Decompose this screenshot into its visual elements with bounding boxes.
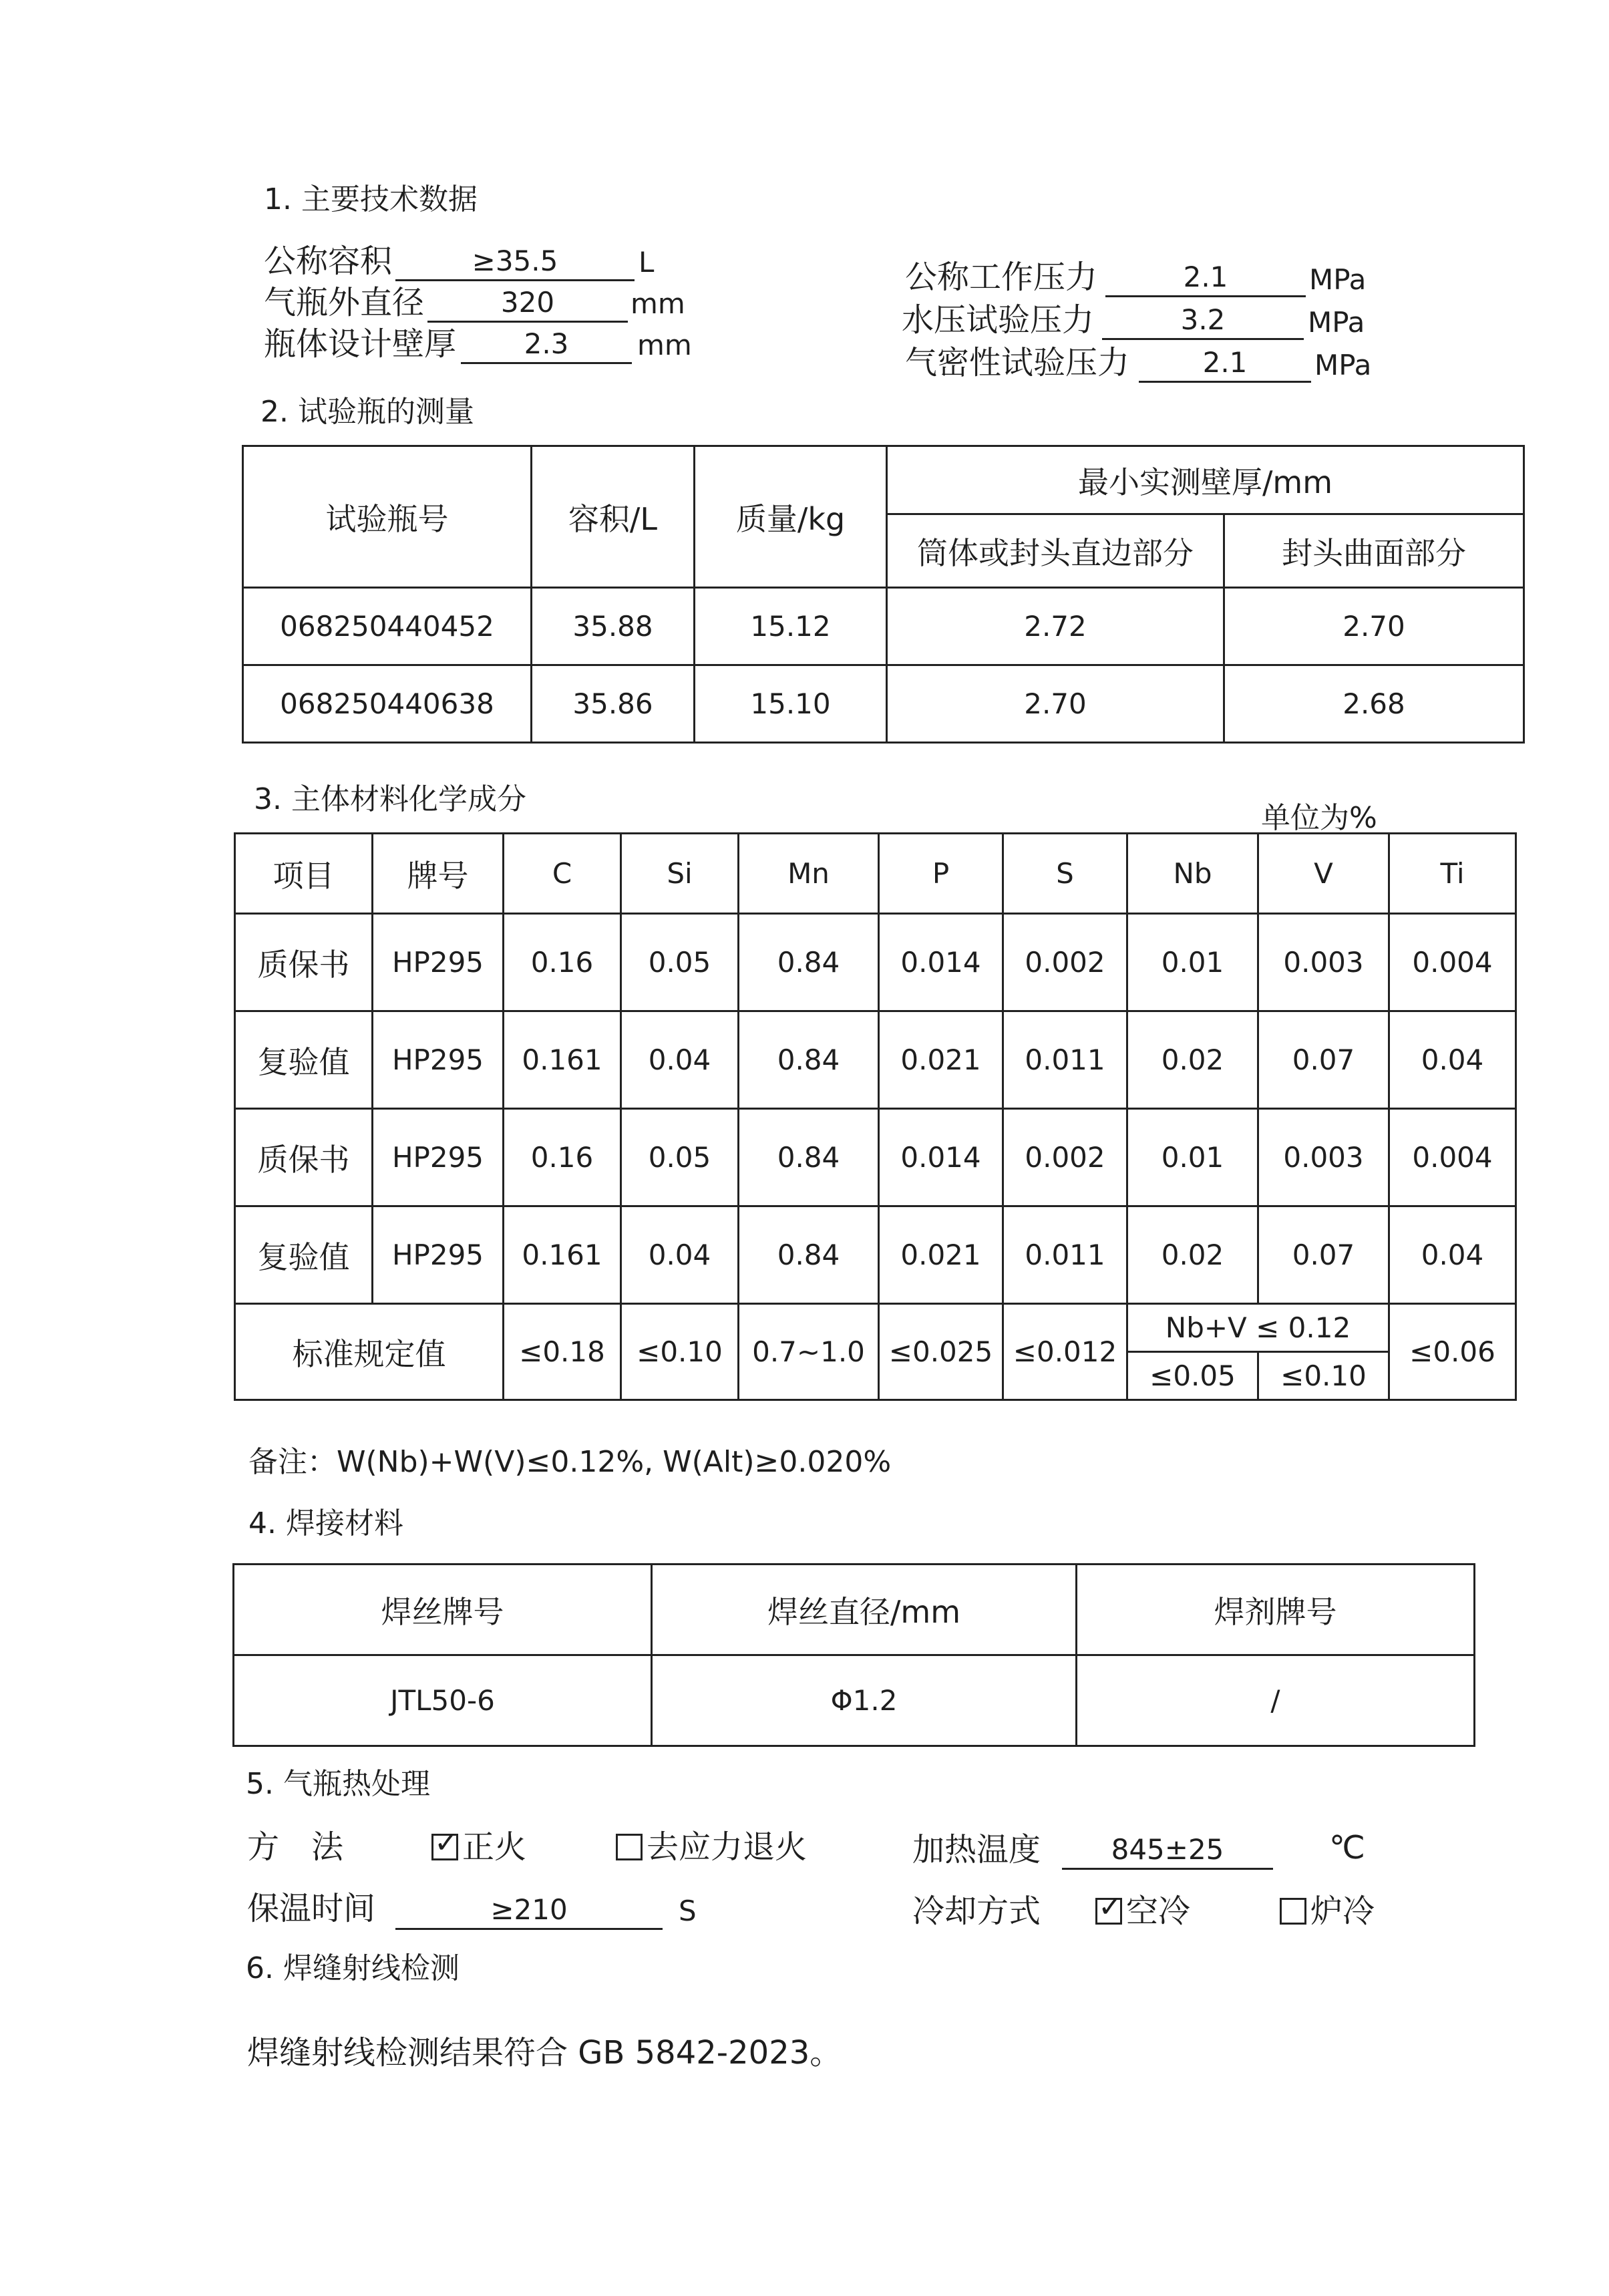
standard-si: ≤0.10 [621,1304,739,1400]
header-wire-grade: 焊丝牌号 [234,1565,652,1655]
cooling-label: 冷却方式 [912,1893,1041,1930]
cylinder-no: 068250440452 [243,588,532,665]
normalize-label: 正火 [462,1828,527,1866]
curved-wall: 2.68 [1224,665,1524,743]
header-wire-diameter: 焊丝直径/mm [652,1565,1077,1655]
flux-grade: / [1077,1655,1475,1746]
composition-remark: 备注：W(Nb)+W(V)≤0.12%, W(Alt)≥0.020% [248,1445,892,1479]
row-item: 复验值 [235,1206,373,1304]
wall-thickness-unit: mm [637,329,692,361]
row-item: 质保书 [235,1109,373,1206]
row-ti: 0.004 [1389,914,1516,1011]
stress-relief-option[interactable] [616,1821,807,1867]
outer-diameter-label: 气瓶外直径 [264,284,425,321]
heat-temp-label: 加热温度 [912,1831,1041,1868]
row-ti: 0.04 [1389,1011,1516,1109]
row-s: 0.011 [1003,1206,1127,1304]
row-v: 0.003 [1258,914,1389,1011]
row-grade: HP295 [373,1011,504,1109]
row-mn: 0.84 [739,1206,879,1304]
table-row [235,1206,1516,1304]
header-volume: 容积/L [532,446,695,588]
composition-header-row [235,834,1516,914]
table-row [234,1655,1475,1746]
header-ti: Ti [1389,834,1516,914]
heat-temp-unit: ℃ [1329,1829,1365,1866]
row-grade: HP295 [373,914,504,1011]
row-si: 0.04 [621,1206,739,1304]
wall-thickness-label: 瓶体设计壁厚 [264,325,457,363]
chemical-composition-table [234,832,1517,1401]
wall-thickness-value: 2.3 [461,326,632,364]
volume: 35.86 [532,665,695,743]
row-p: 0.021 [879,1011,1003,1109]
row-mn: 0.84 [739,1011,879,1109]
welding-material-table [232,1563,1475,1747]
normalize-option[interactable] [431,1821,526,1867]
checked-checkbox-icon[interactable] [431,1834,458,1860]
table-row [235,1109,1516,1206]
air-cool-label: 空冷 [1126,1893,1191,1930]
curved-wall: 2.70 [1224,588,1524,665]
standard-label: 标准规定值 [235,1304,504,1400]
row-v: 0.003 [1258,1109,1389,1206]
header-curved-part: 封头曲面部分 [1224,514,1524,588]
table-row [235,914,1516,1011]
row-s: 0.002 [1003,1109,1127,1206]
cylinder-no: 068250440638 [243,665,532,743]
mass: 15.12 [695,588,887,665]
furnace-cool-option[interactable] [1280,1885,1375,1931]
nominal-volume-unit: L [639,246,655,279]
nominal-volume-value: ≥35.5 [395,243,635,281]
standard-s: ≤0.012 [1003,1304,1127,1400]
row-nb: 0.02 [1127,1206,1258,1304]
unit-note: 单位为% [1261,801,1377,835]
standard-nb: ≤0.05 [1127,1352,1258,1400]
standard-p: ≤0.025 [879,1304,1003,1400]
section-3-title: 3. 主体材料化学成分 [254,782,526,816]
work-pressure-label: 公称工作压力 [905,259,1098,296]
header-flux-grade: 焊剂牌号 [1077,1565,1475,1655]
row-nb: 0.02 [1127,1011,1258,1109]
header-item: 项目 [235,834,373,914]
standard-nb-v: Nb+V ≤ 0.12 [1127,1304,1389,1352]
work-pressure-value: 2.1 [1105,259,1306,297]
hydro-pressure-label: 水压试验压力 [902,301,1095,339]
air-pressure-unit: MPa [1314,349,1372,381]
row-si: 0.04 [621,1011,739,1109]
row-si: 0.05 [621,914,739,1011]
row-p: 0.014 [879,914,1003,1011]
hold-time-label: 保温时间 [247,1890,376,1927]
air-pressure-label: 气密性试验压力 [905,344,1130,381]
furnace-cool-label: 炉冷 [1310,1893,1375,1930]
checked-checkbox-icon[interactable] [1095,1898,1122,1925]
row-nb: 0.01 [1127,914,1258,1011]
row-mn: 0.84 [739,914,879,1011]
volume: 35.88 [532,588,695,665]
row-p: 0.021 [879,1206,1003,1304]
row-c: 0.16 [504,914,621,1011]
header-v: V [1258,834,1389,914]
header-c: C [504,834,621,914]
hold-time-unit: S [679,1895,697,1927]
header-mn: Mn [739,834,879,914]
outer-diameter-value: 320 [427,285,628,323]
straight-wall: 2.72 [887,588,1224,665]
hydro-pressure-unit: MPa [1308,306,1365,339]
section-1-title: 1. 主要技术数据 [264,182,478,216]
hydro-pressure-value: 3.2 [1102,302,1304,340]
row-ti: 0.004 [1389,1109,1516,1206]
header-min-wall: 最小实测壁厚/mm [887,446,1524,514]
test-cylinder-table [242,445,1525,744]
row-grade: HP295 [373,1109,504,1206]
table-row [243,665,1524,743]
air-cool-option[interactable] [1095,1885,1190,1931]
header-grade: 牌号 [373,834,504,914]
section-5-title: 5. 气瓶热处理 [246,1767,430,1801]
row-grade: HP295 [373,1206,504,1304]
nominal-volume-label: 公称容积 [264,242,393,280]
stress-relief-label: 去应力退火 [647,1828,808,1866]
header-si: Si [621,834,739,914]
work-pressure-unit: MPa [1309,263,1367,296]
header-mass: 质量/kg [695,446,887,588]
row-p: 0.014 [879,1109,1003,1206]
mass: 15.10 [695,665,887,743]
unchecked-checkbox-icon[interactable] [616,1834,643,1860]
standard-row [235,1304,1516,1352]
header-nb: Nb [1127,834,1258,914]
row-item: 质保书 [235,914,373,1011]
radiography-result: 焊缝射线检测结果符合 GB 5842-2023。 [247,2034,842,2072]
row-mn: 0.84 [739,1109,879,1206]
straight-wall: 2.70 [887,665,1224,743]
row-s: 0.011 [1003,1011,1127,1109]
standard-ti: ≤0.06 [1389,1304,1516,1400]
row-c: 0.161 [504,1206,621,1304]
row-ti: 0.04 [1389,1206,1516,1304]
row-s: 0.002 [1003,914,1127,1011]
section-4-title: 4. 焊接材料 [248,1506,403,1540]
heat-temp-value: 845±25 [1062,1832,1273,1870]
section-6-title: 6. 焊缝射线检测 [246,1951,460,1985]
standard-v: ≤0.10 [1258,1352,1389,1400]
standard-c: ≤0.18 [504,1304,621,1400]
header-s: S [1003,834,1127,914]
row-item: 复验值 [235,1011,373,1109]
hold-time-value: ≥210 [395,1892,663,1930]
wire-diameter: Φ1.2 [652,1655,1077,1746]
header-p: P [879,834,1003,914]
standard-mn: 0.7~1.0 [739,1304,879,1400]
row-c: 0.16 [504,1109,621,1206]
row-si: 0.05 [621,1109,739,1206]
header-straight-part: 筒体或封头直边部分 [887,514,1224,588]
row-v: 0.07 [1258,1206,1389,1304]
row-c: 0.161 [504,1011,621,1109]
row-v: 0.07 [1258,1011,1389,1109]
outer-diameter-unit: mm [631,287,685,320]
unchecked-checkbox-icon[interactable] [1280,1898,1306,1925]
air-pressure-value: 2.1 [1139,345,1311,383]
welding-header-row [234,1565,1475,1655]
header-cylinder-no: 试验瓶号 [243,446,532,588]
table-row [243,588,1524,665]
table-row [235,1011,1516,1109]
wire-grade: JTL50-6 [234,1655,652,1746]
section-2-title: 2. 试验瓶的测量 [260,395,474,429]
method-label: 方 法 [247,1828,344,1866]
row-nb: 0.01 [1127,1109,1258,1206]
